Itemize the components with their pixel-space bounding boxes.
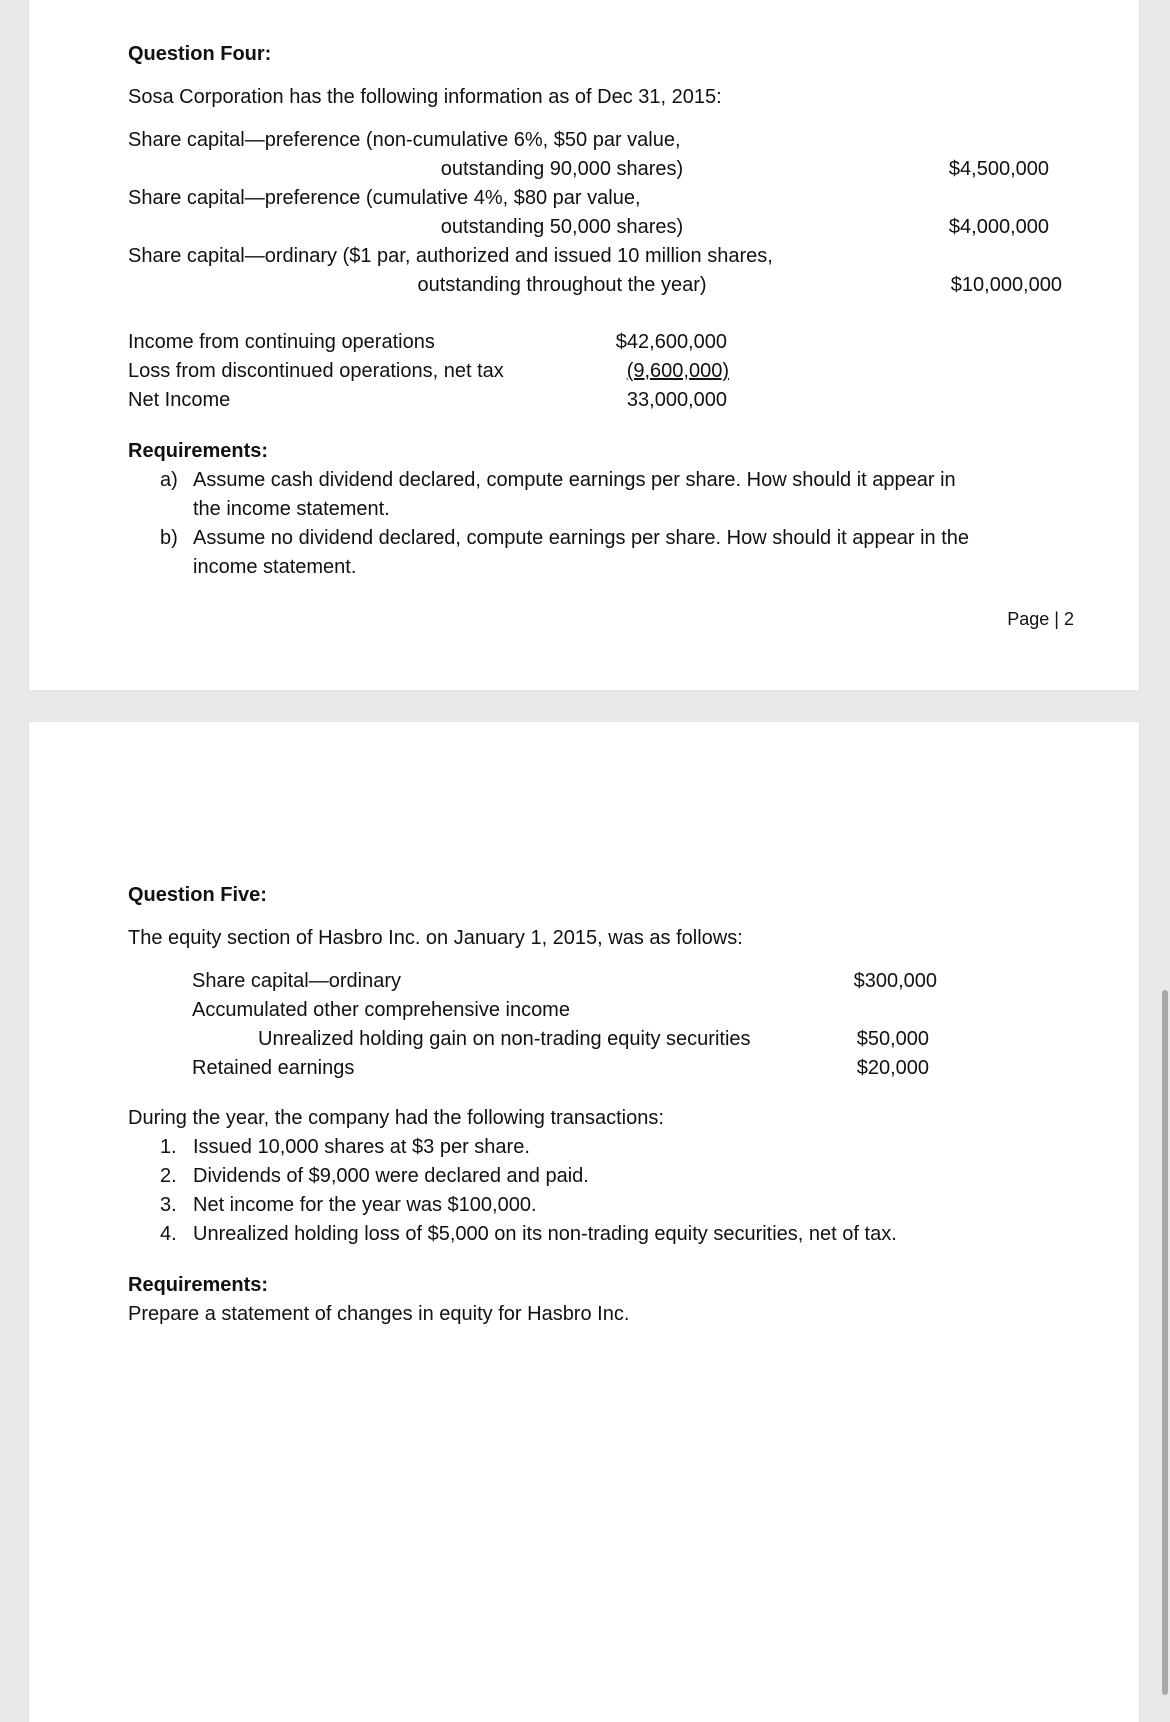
share-line-1b: outstanding 90,000 shares): [440, 158, 684, 180]
question-five-title: Question Five:: [128, 884, 267, 906]
income-amount-1: $42,600,000: [615, 331, 727, 353]
share-line-2a: Share capital—preference (cumulative 4%, $80 par value,: [128, 187, 641, 209]
document-page-1: [29, 0, 1139, 690]
req-b-marker: b): [160, 527, 178, 549]
income-label-2: Loss from discontinued operations, net tax: [128, 360, 504, 382]
share-line-3a: Share capital—ordinary ($1 par, authorized and issued 10 million shares,: [128, 245, 773, 267]
share-line-1a: Share capital—preference (non-cumulative 6%, $50 par value,: [128, 129, 681, 151]
equity-amount-4: $20,000: [856, 1057, 929, 1079]
income-amount-3: 33,000,000: [626, 389, 727, 411]
transaction-text-1: Issued 10,000 shares at $3 per share.: [193, 1136, 530, 1158]
income-label-1: Income from continuing operations: [128, 331, 435, 353]
document-page-2: [29, 722, 1139, 1722]
req-a-line-1: Assume cash dividend declared, compute earnings per share. How should it appear in: [193, 469, 956, 491]
transaction-number-3: 3.: [160, 1194, 177, 1216]
scrollbar-thumb[interactable]: [1162, 990, 1168, 1695]
question-four-intro: Sosa Corporation has the following information as of Dec 31, 2015:: [128, 86, 722, 108]
share-line-3b: outstanding throughout the year): [417, 274, 707, 296]
q5-requirements-title: Requirements:: [128, 1274, 269, 1296]
q4-requirements-title: Requirements:: [128, 440, 269, 462]
share-amount-2: $4,000,000: [948, 216, 1049, 238]
share-amount-1: $4,500,000: [948, 158, 1049, 180]
equity-label-4: Retained earnings: [192, 1057, 355, 1079]
transaction-number-4: 4.: [160, 1223, 177, 1245]
transactions-intro: During the year, the company had the following transactions:: [128, 1107, 664, 1129]
income-label-3: Net Income: [128, 389, 231, 411]
income-amount-2: (9,600,000): [626, 360, 729, 382]
question-four-title: Question Four:: [128, 43, 272, 65]
transaction-text-3: Net income for the year was $100,000.: [193, 1194, 537, 1216]
transaction-number-1: 1.: [160, 1136, 177, 1158]
req-b-line-2: income statement.: [193, 556, 357, 578]
page-number: Page | 2: [1007, 609, 1074, 629]
equity-label-1: Share capital—ordinary: [192, 970, 401, 992]
req-b-line-1: Assume no dividend declared, compute earnings per share. How should it appear in the: [193, 527, 970, 549]
share-amount-3: $10,000,000: [950, 274, 1062, 296]
equity-amount-1: $300,000: [853, 970, 937, 992]
equity-label-3: Unrealized holding gain on non-trading equity securities: [258, 1028, 751, 1050]
transaction-number-2: 2.: [160, 1165, 177, 1187]
q5-requirements-text: Prepare a statement of changes in equity for Hasbro Inc.: [128, 1303, 630, 1325]
req-a-marker: a): [160, 469, 178, 491]
transaction-text-4: Unrealized holding loss of $5,000 on its non-trading equity securities, net of tax.: [193, 1223, 897, 1245]
req-a-line-2: the income statement.: [193, 498, 390, 520]
transaction-text-2: Dividends of $9,000 were declared and paid.: [193, 1165, 589, 1187]
equity-label-2: Accumulated other comprehensive income: [192, 999, 570, 1021]
equity-amount-3: $50,000: [856, 1028, 929, 1050]
question-five-intro: The equity section of Hasbro Inc. on January 1, 2015, was as follows:: [128, 927, 743, 949]
share-line-2b: outstanding 50,000 shares): [440, 216, 684, 238]
